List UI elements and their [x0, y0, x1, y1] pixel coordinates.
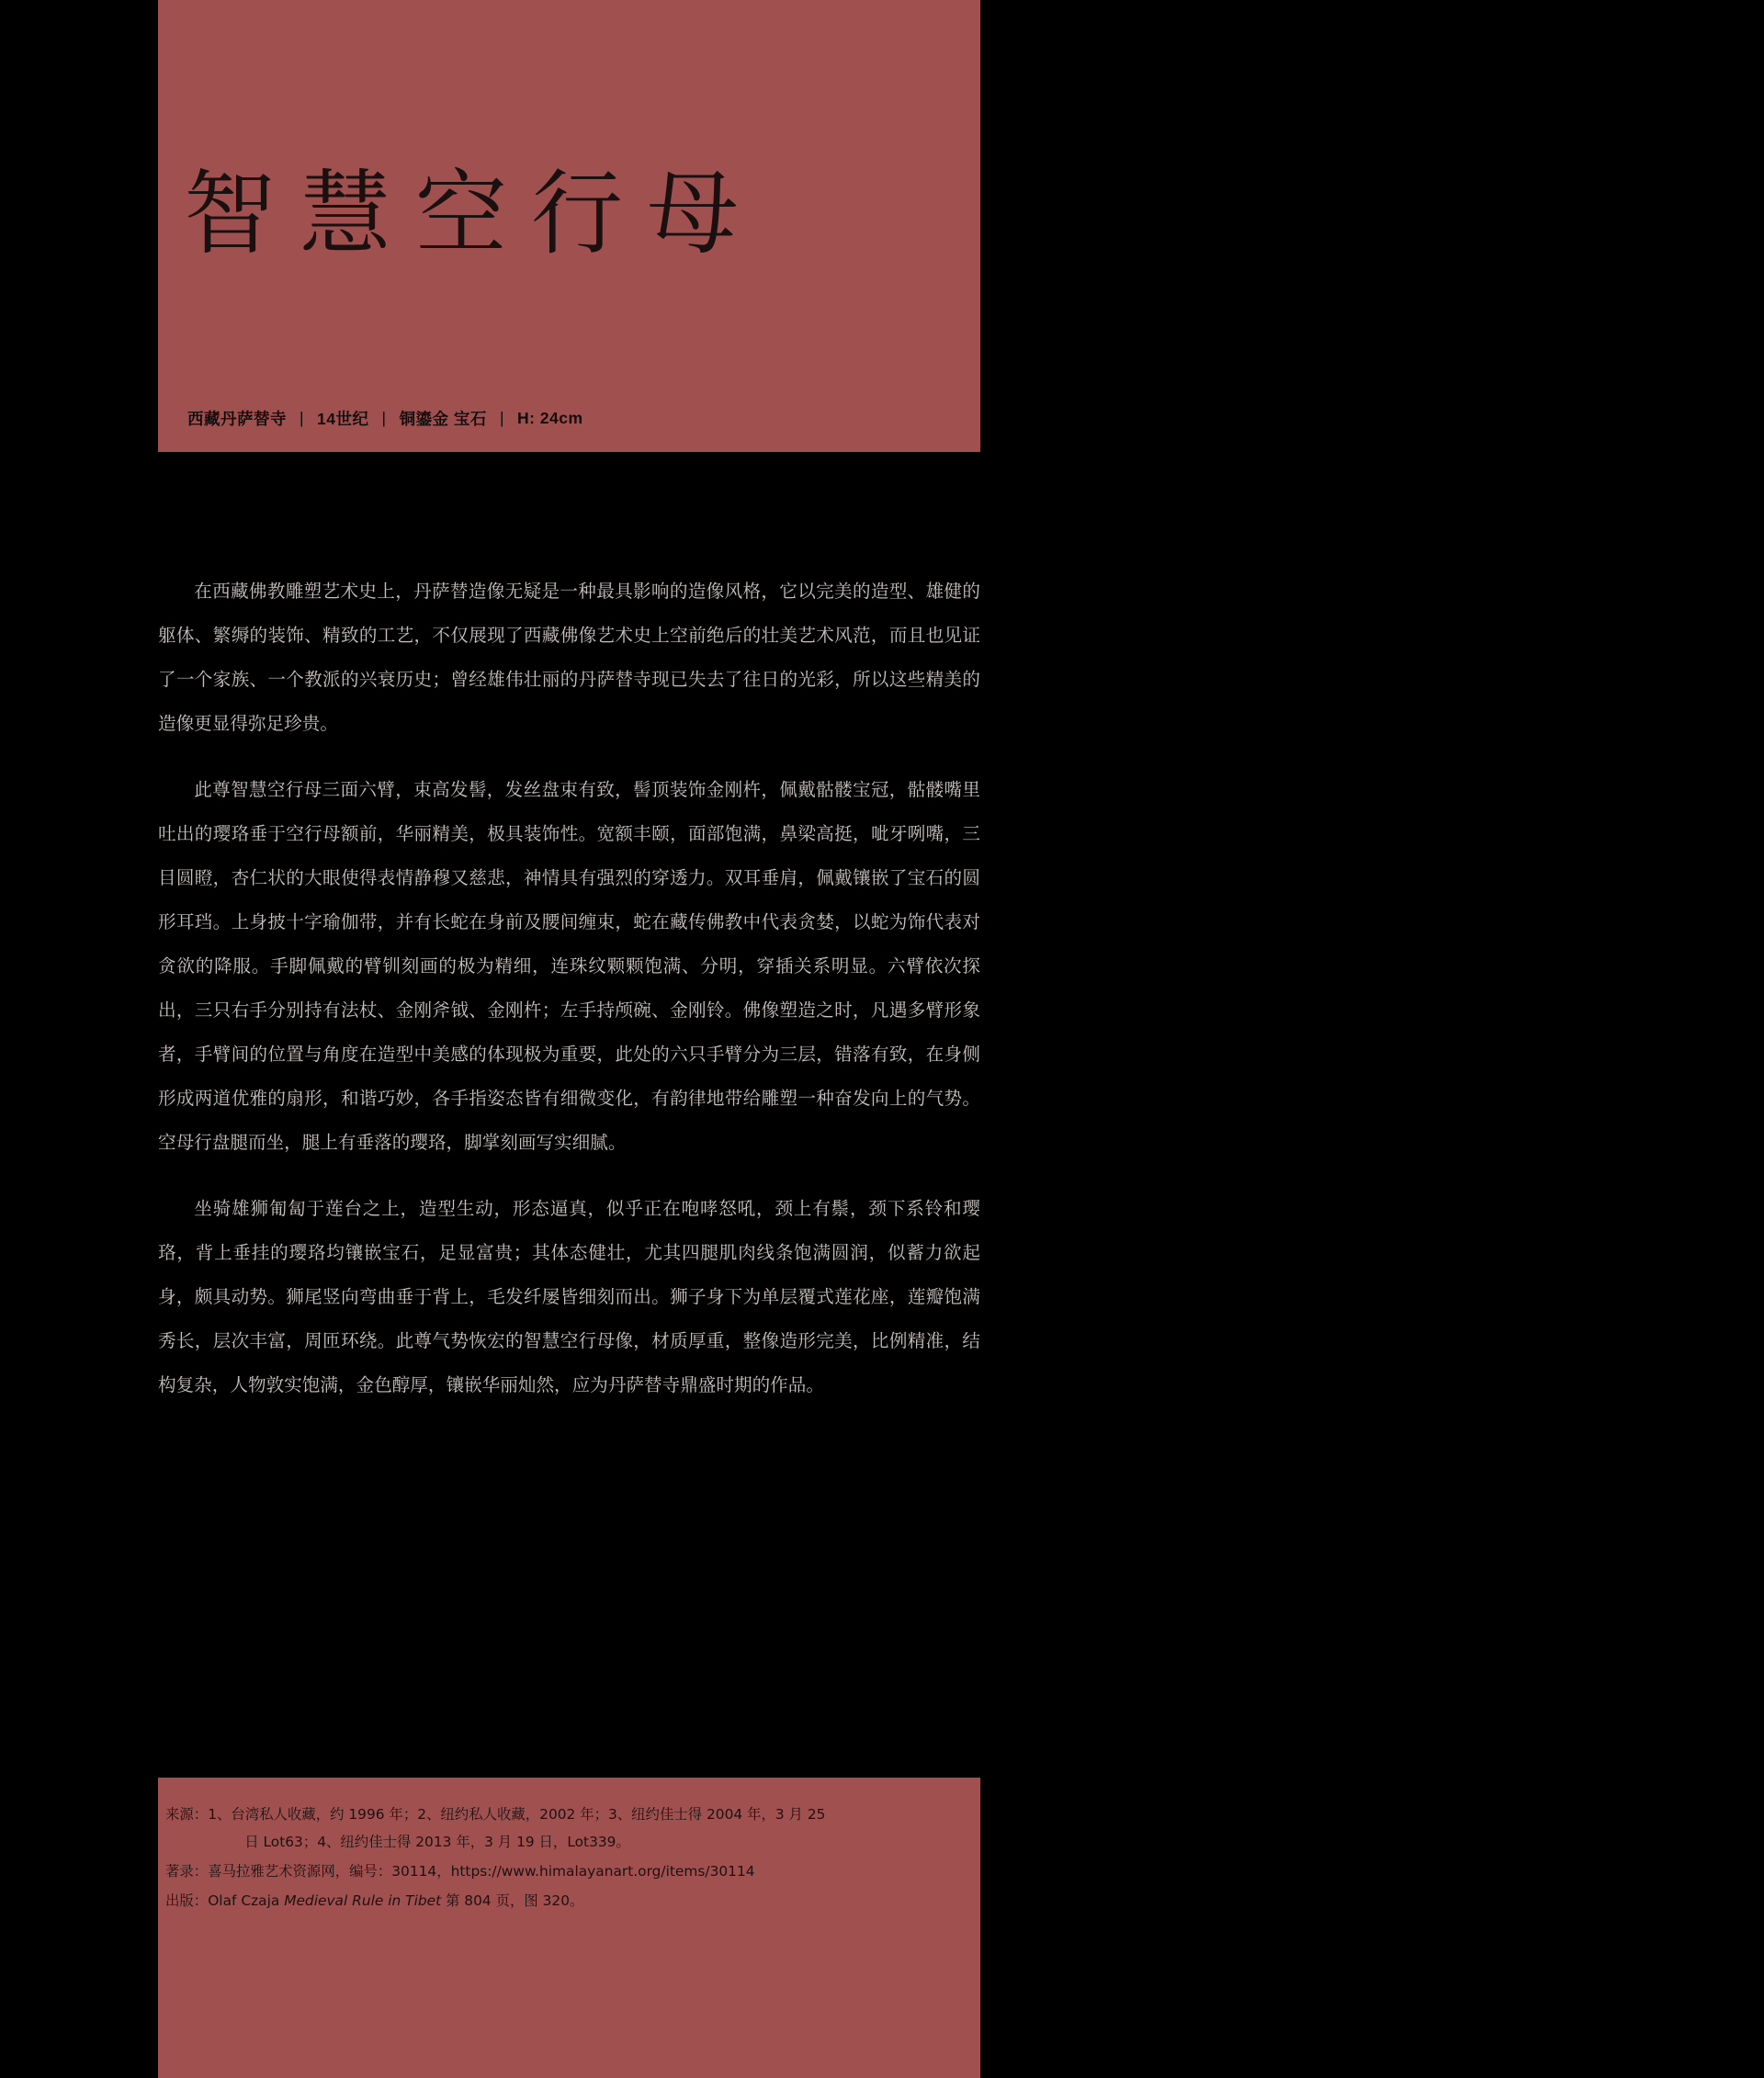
- provenance-row: [165, 1801, 974, 1856]
- publication-label: 出版：: [165, 1892, 209, 1909]
- literature-row: [165, 1858, 974, 1885]
- footer-notes: [165, 1801, 974, 1916]
- meta-separator: |: [381, 409, 387, 427]
- provenance-line-1: 1、台湾私人收藏，约 1996 年；2、纽约私人收藏，2002 年；3、纽约佳士得 2004 年，3 月 25: [208, 1806, 826, 1823]
- meta-material: 铜鎏金 宝石: [399, 410, 487, 428]
- body-paragraph: 在西藏佛教雕塑艺术史上，丹萨替造像无疑是一种最具影响的造像风格，它以完美的造型、雄健的躯体、繁缛的装饰、精致的工艺，不仅展现了西藏佛像艺术史上空前绝后的壮美艺术风范，而且也见证了一个家族、一个教派的兴衰历史；曾经雄伟壮丽的丹萨替寺现已失去了往日的光彩，所以这些精美的造像更显得弥足珍贵。: [158, 581, 980, 734]
- artifact-meta: [187, 407, 583, 430]
- literature-label: 著录：: [165, 1863, 209, 1880]
- provenance-value: [208, 1801, 974, 1856]
- publication-pages: 第 804 页，图 320。: [441, 1892, 584, 1909]
- literature-value: 喜马拉雅艺术资源网，编号：30114，https://www.himalayanart.org/items/30114: [208, 1863, 755, 1880]
- meta-separator: |: [300, 409, 305, 427]
- body-paragraph: 坐骑雄狮匍匐于莲台之上，造型生动，形态逼真，似乎正在咆哮怒吼，颈上有鬃，颈下系铃和璎珞，背上垂挂的璎珞均镶嵌宝石，足显富贵；其体态健壮，尤其四腿肌肉线条饱满圆润，似蓄力欲起身，颇具动势。狮尾竖向弯曲垂于背上，毛发纤屡皆细刻而出。狮子身下为单层覆式莲花座，莲瓣饱满秀长，层次丰富，周匝环绕。此尊气势恢宏的智慧空行母像，材质厚重，整像造形完美，比例精准，结构复杂，人物敦实饱满，金色醇厚，镶嵌华丽灿然，应为丹萨替寺鼎盛时期的作品。: [158, 1198, 980, 1395]
- body-text: [158, 570, 980, 1429]
- page-title: 智慧空行母: [184, 160, 763, 267]
- publication-value: [208, 1887, 974, 1914]
- body-paragraph: 此尊智慧空行母三面六臂，束高发髻，发丝盘束有致，髻顶装饰金刚杵，佩戴骷髅宝冠，骷髅嘴里吐出的璎珞垂于空行母额前，华丽精美，极具装饰性。宽额丰颐，面部饱满，鼻梁高挺，呲牙咧嘴，三目圆瞪，杏仁状的大眼使得表情静穆又慈悲，神情具有强烈的穿透力。双耳垂肩，佩戴镶嵌了宝石的圆形耳珰。上身披十字瑜伽带，并有长蛇在身前及腰间缠束，蛇在藏传佛教中代表贪婪，以蛇为饰代表对贪欲的降服。手脚佩戴的臂钏刻画的极为精细，连珠纹颗颗饱满、分明，穿插关系明显。六臂依次探出，三只右手分别持有法杖、金刚斧钺、金刚杵；左手持颅碗、金刚铃。佛像塑造之时，凡遇多臂形象者，手臂间的位置与角度在造型中美感的体现极为重要，此处的六只手臂分为三层，错落有致，在身侧形成两道优雅的扇形，和谐巧妙，各手指姿态皆有细微变化，有韵律地带给雕塑一种奋发向上的气势。空母行盘腿而坐，腿上有垂落的璎珞，脚掌刻画写实细腻。: [158, 779, 980, 1153]
- publication-title: Medieval Rule in Tibet: [284, 1892, 442, 1909]
- meta-period: 14世纪: [317, 410, 369, 428]
- provenance-line-2: 日 Lot63；4、纽约佳士得 2013 年，3 月 19 日，Lot339。: [244, 1834, 630, 1850]
- meta-separator: |: [499, 409, 504, 427]
- meta-origin: 西藏丹萨替寺: [187, 410, 287, 428]
- publication-author: Olaf Czaja: [208, 1892, 285, 1909]
- meta-height: H: 24cm: [516, 409, 583, 427]
- provenance-label: 来源：: [165, 1806, 209, 1823]
- publication-row: [165, 1887, 974, 1914]
